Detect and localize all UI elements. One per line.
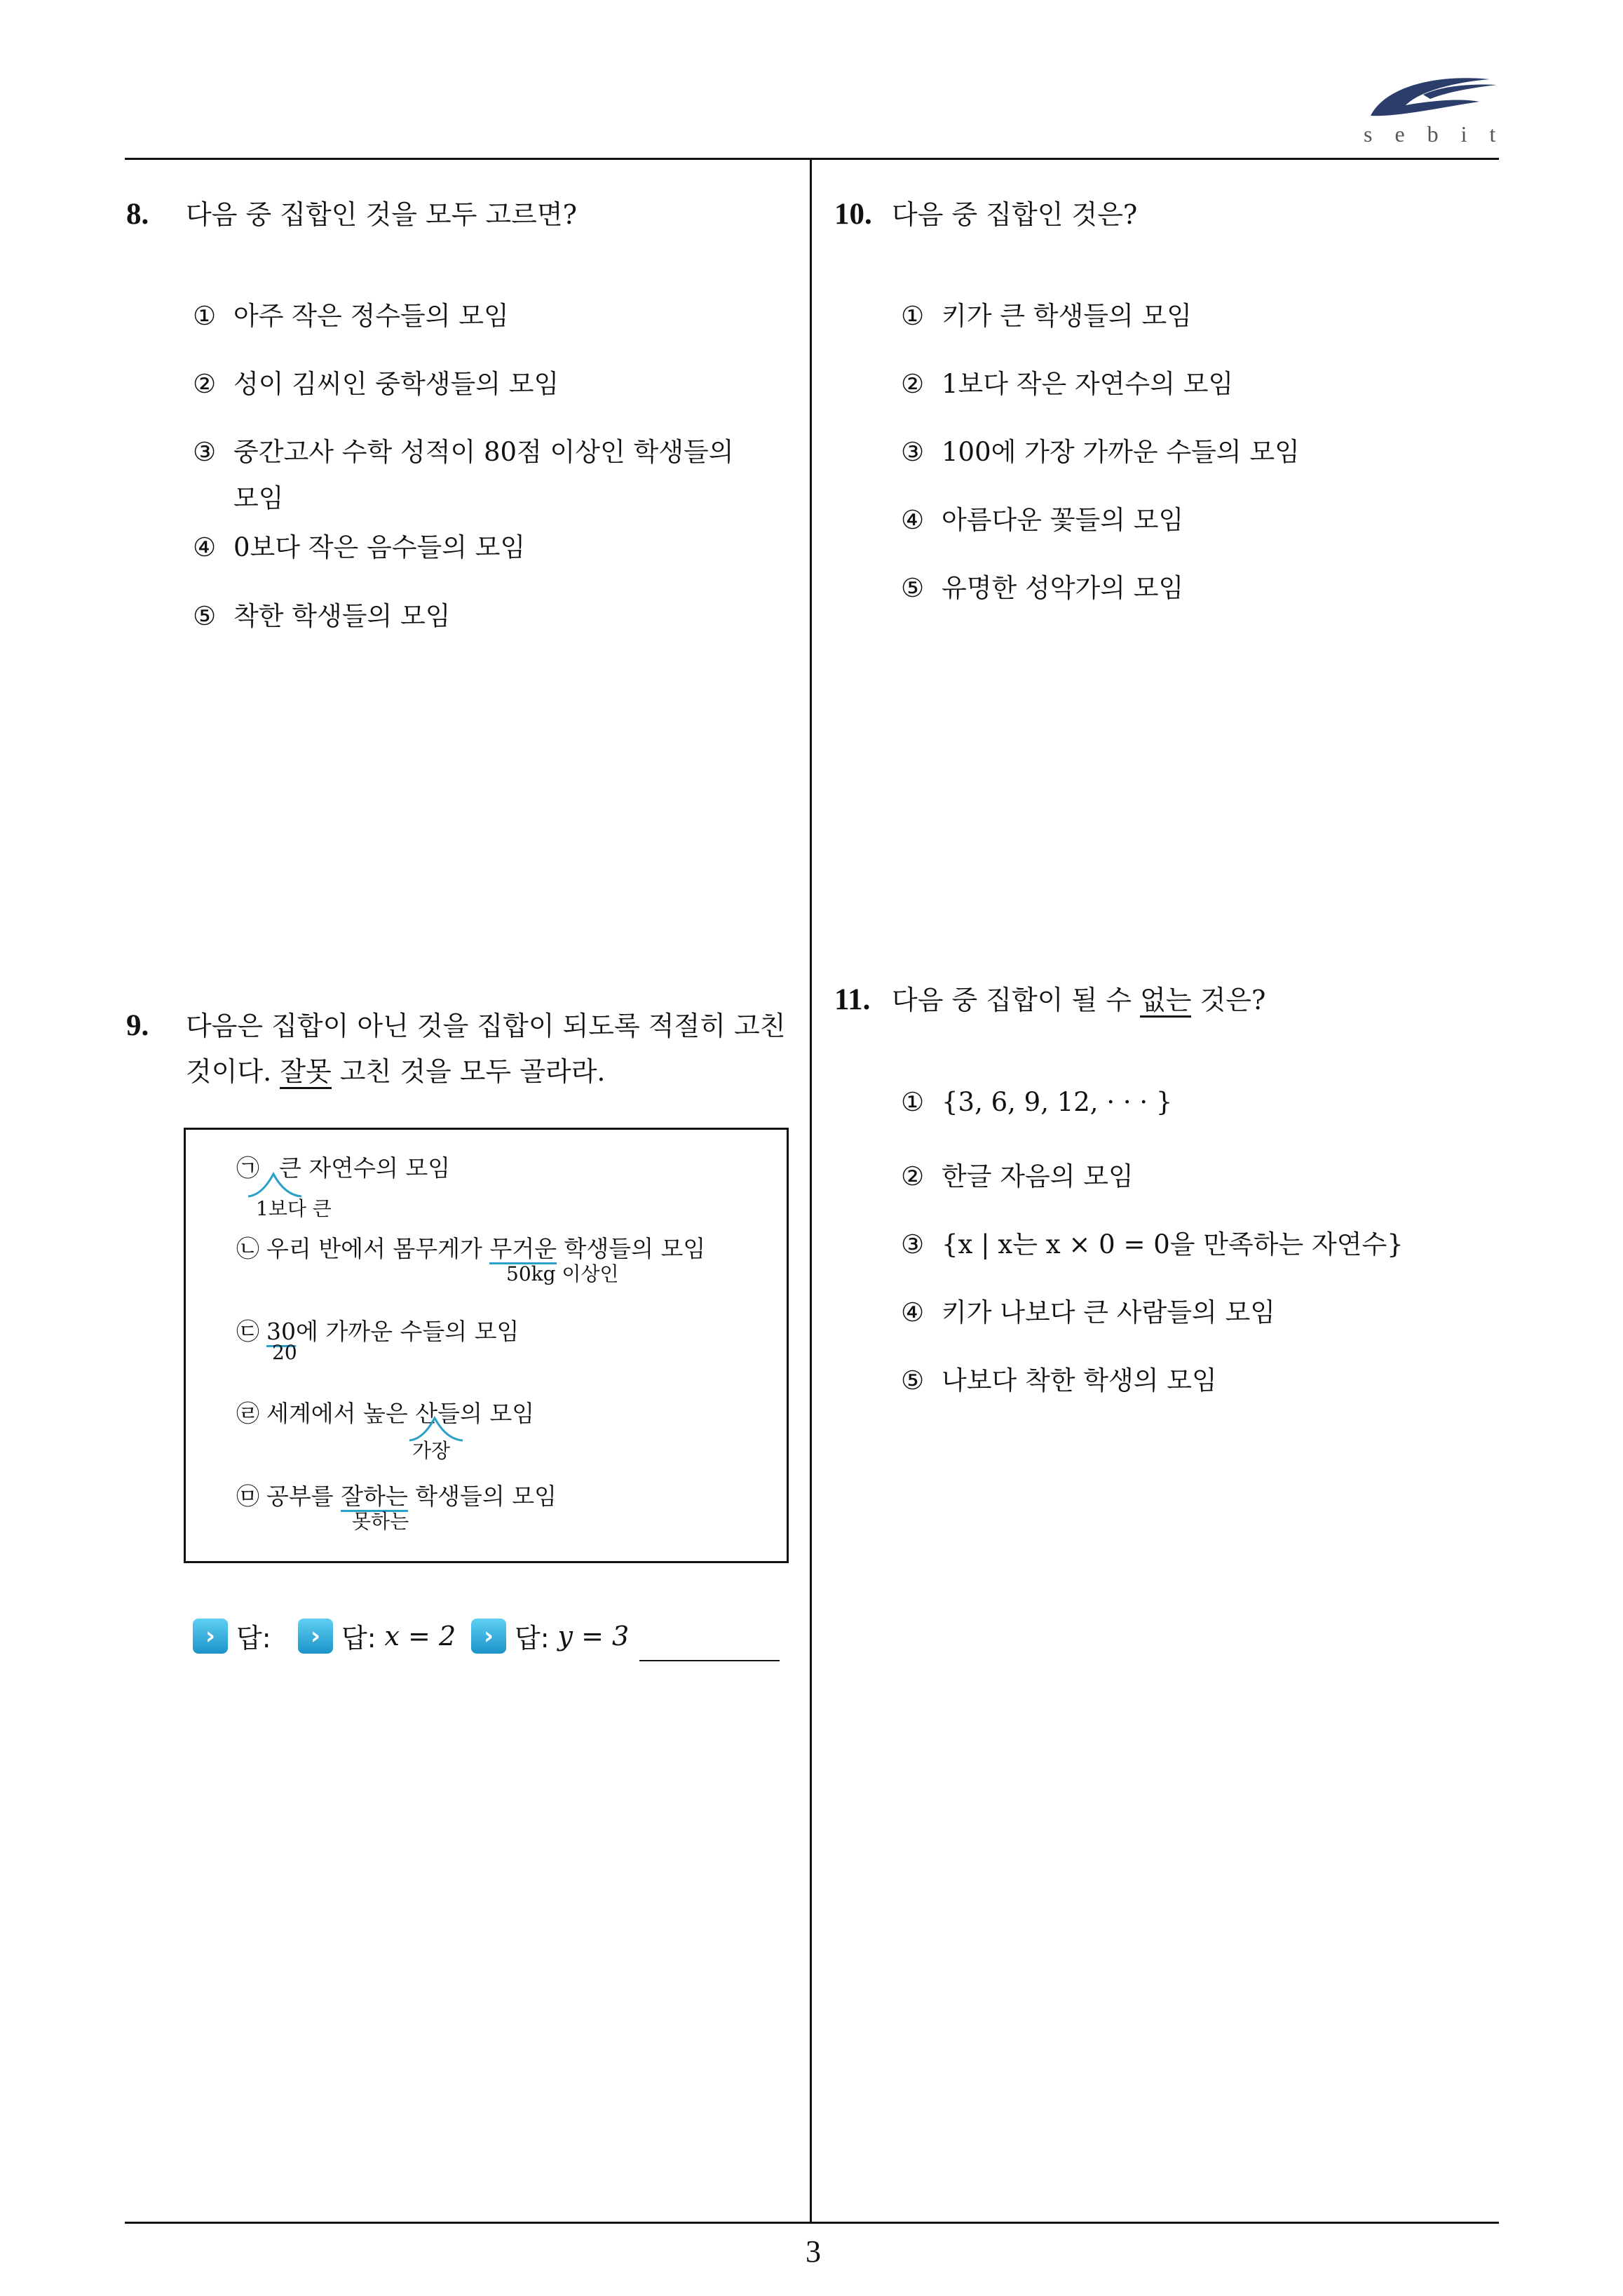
- question-9: [126, 1004, 799, 1048]
- q9-item-c-fix: 20: [272, 1341, 297, 1364]
- q9-item-a: ㉠ 큰 자연수의 모임: [236, 1154, 451, 1182]
- q8-option-3[interactable]: ③ 중간고사 수학 성적이 80점 이상인 학생들의: [193, 437, 734, 467]
- sebit-swoosh-icon: [1357, 67, 1511, 130]
- chevron-right-icon: ›: [193, 1619, 228, 1654]
- answer-3[interactable]: › 답: y = 3: [471, 1616, 629, 1655]
- q10-option-3[interactable]: ③ 100에 가장 가까운 수들의 모임: [901, 437, 1300, 467]
- q10-option-1[interactable]: ① 키가 큰 학생들의 모임: [901, 301, 1192, 331]
- question-text: 다음 중 집합인 것은?: [892, 199, 1138, 230]
- q9-item-e: ㉤ 공부를 잘하는 학생들의 모임: [236, 1478, 557, 1511]
- q9-item-c: ㉢ 30에 가까운 수들의 모임: [236, 1314, 519, 1346]
- q8-option-2[interactable]: ② 성이 김씨인 중학생들의 모임: [193, 369, 559, 399]
- q11-option-5[interactable]: ⑤ 나보다 착한 학생의 모임: [901, 1365, 1217, 1396]
- q11-option-3[interactable]: ③ {x | x는 x × 0 = 0을 만족하는 자연수}: [901, 1229, 1404, 1260]
- sebit-logo: [1357, 67, 1511, 151]
- q11-option-4[interactable]: ④ 키가 나보다 큰 사람들의 모임: [901, 1297, 1275, 1328]
- q9-item-a-fix: 1보다 큰: [256, 1197, 332, 1220]
- question-number: 10.: [834, 198, 872, 231]
- question-11: 11. 다음 중 집합이 될 수 없는 것은?: [834, 983, 1266, 1016]
- question-number: 11.: [834, 983, 871, 1016]
- column-divider: [810, 158, 812, 2223]
- q9-item-b: ㉡ 우리 반에서 몸무게가 무거운 학생들의 모임: [236, 1231, 705, 1264]
- chevron-right-icon: ›: [298, 1619, 333, 1654]
- q9-item-e-fix: 못하는: [352, 1510, 409, 1533]
- question-9-line2: 것이다. 잘못 고친 것을 모두 골라라.: [186, 1050, 606, 1093]
- footer-rule: [125, 2222, 1499, 2224]
- q8-option-1[interactable]: ① 아주 작은 정수들의 모임: [193, 301, 509, 331]
- answer-blank-line[interactable]: [639, 1660, 780, 1661]
- question-8: [126, 193, 577, 236]
- q9-item-d-fix: 가장: [412, 1439, 451, 1462]
- logo-text: s e b i t: [1364, 121, 1505, 147]
- answer-1[interactable]: › 답:: [193, 1616, 271, 1655]
- question-text-line1: 다음은 집합이 아닌 것을 집합이 되도록 적절히 고친: [186, 1011, 786, 1041]
- q8-option-5[interactable]: ⑤ 착한 학생들의 모임: [193, 601, 451, 631]
- q11-option-1[interactable]: ① {3, 6, 9, 12, · · · }: [901, 1087, 1173, 1117]
- question-number: 8.: [126, 198, 149, 231]
- q11-option-2[interactable]: ② 한글 자음의 모임: [901, 1161, 1134, 1191]
- q9-item-d: ㉣ 세계에서 높은 산들의 모임: [236, 1400, 535, 1427]
- q10-option-2[interactable]: ② 1보다 작은 자연수의 모임: [901, 369, 1234, 399]
- q10-option-4[interactable]: ④ 아름다운 꽃들의 모임: [901, 505, 1184, 535]
- header-rule: [125, 158, 1499, 160]
- page-number: 3: [806, 2234, 821, 2269]
- q8-option-4[interactable]: ④ 0보다 작은 음수들의 모임: [193, 532, 526, 562]
- question-text: 다음 중 집합인 것을 모두 고르면?: [186, 199, 577, 230]
- underlined-word: 없는: [1140, 985, 1191, 1018]
- chevron-right-icon: ›: [471, 1619, 506, 1654]
- answer-2[interactable]: › 답: x = 2: [298, 1616, 456, 1655]
- question-10: [834, 193, 1137, 236]
- q10-option-5[interactable]: ⑤ 유명한 성악가의 모임: [901, 573, 1184, 603]
- q9-item-b-fix: 50kg 이상인: [506, 1262, 619, 1285]
- underlined-word: 잘못: [280, 1056, 331, 1089]
- q8-option-3-cont: 모임: [233, 483, 284, 513]
- question-number: 9.: [126, 1009, 149, 1042]
